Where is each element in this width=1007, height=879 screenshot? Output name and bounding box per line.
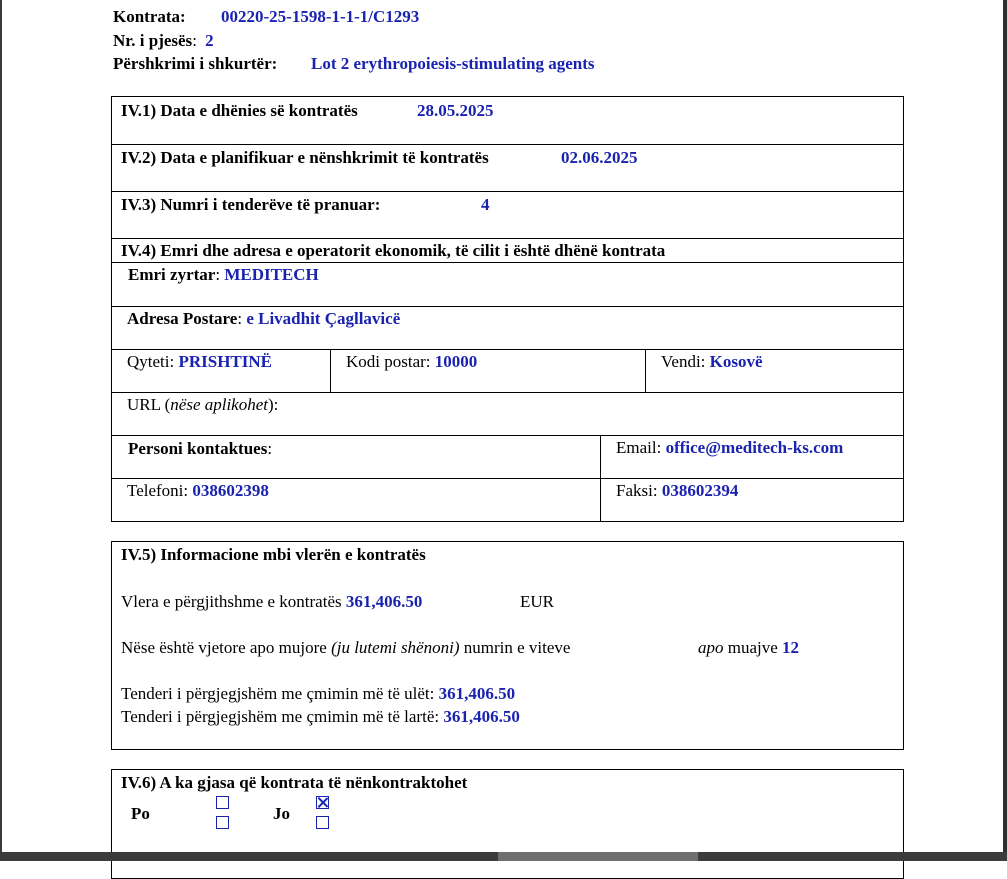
iv2-value: 02.06.2025	[561, 148, 638, 167]
ulet-label: Tenderi i përgjegjshëm me çmimin më të ulët:	[121, 684, 435, 703]
pjese-colon: :	[192, 31, 197, 50]
kodi-line	[346, 352, 477, 372]
viewer-right-edge	[1003, 0, 1007, 861]
pjese-value: 2	[205, 31, 214, 50]
iv1-label: IV.1) Data e dhënies së kontratës	[121, 101, 358, 120]
pjese-line	[113, 31, 214, 51]
divider	[112, 306, 903, 307]
divider	[112, 144, 903, 145]
telefoni-line	[127, 481, 269, 501]
divider	[600, 435, 601, 521]
po-label: Po	[131, 804, 150, 823]
iv4-label: IV.4) Emri dhe adresa e operatorit ekonomik, të cilit i është dhënë kontrata	[121, 241, 666, 260]
emri-line: Emri zyrtar: MEDITECH	[128, 265, 319, 284]
iv6-label: IV.6) A ka gjasa që kontrata të nënkontraktohet	[121, 773, 468, 792]
adresa-label: Adresa Postare	[127, 309, 238, 328]
personi-label: Personi kontaktues	[128, 439, 268, 458]
emri-label: Emri zyrtar	[128, 265, 216, 284]
larte-label: Tenderi i përgjegjshëm me çmimin më të lartë:	[121, 707, 440, 726]
vendi-line	[661, 352, 763, 372]
vendi-value: Kosovë	[709, 352, 763, 371]
scrollbar-thumb[interactable]	[498, 852, 698, 861]
po-checkbox[interactable]	[216, 816, 229, 829]
telefoni-label: Telefoni:	[127, 481, 189, 500]
jo-label: Jo	[273, 804, 290, 823]
pershkrimi-value: Lot 2 erythropoiesis-stimulating agents	[311, 54, 595, 73]
vjetore-line	[121, 638, 570, 658]
jo-checkbox[interactable]	[316, 816, 329, 829]
divider	[112, 478, 903, 479]
url-line	[127, 395, 278, 415]
po-checkbox-top[interactable]	[216, 796, 229, 809]
larte-value: 361,406.50	[443, 707, 520, 726]
personi-line	[128, 439, 272, 459]
kodi-label: Kodi postar:	[346, 352, 431, 371]
vendi-label: Vendi:	[661, 352, 706, 371]
vjetore-italic: (ju lutemi shënoni)	[331, 638, 460, 657]
iv3-label: IV.3) Numri i tenderëve të pranuar:	[121, 195, 381, 214]
adresa-line: Adresa Postare: e Livadhit Çagllavicë	[127, 309, 401, 328]
vjetore-label: Nëse është vjetore apo mujore	[121, 638, 327, 657]
email-value: office@meditech-ks.com	[665, 438, 844, 457]
personi-colon: :	[267, 439, 273, 458]
iv1-value: 28.05.2025	[417, 101, 494, 120]
iv2-label: IV.2) Data e planifikuar e nënshkrimit të kontratës	[121, 148, 489, 167]
pershkrimi-label: Përshkrimi i shkurtër:	[113, 54, 278, 73]
divider	[112, 392, 903, 393]
vlera-value: 361,406.50	[345, 592, 423, 611]
email-label: Email:	[616, 438, 662, 457]
divider	[112, 238, 903, 239]
viewer-left-edge	[0, 0, 2, 861]
muajve-value: 12	[782, 638, 800, 657]
kodi-value: 10000	[434, 352, 478, 371]
iv5-label: IV.5) Informacione mbi vlerën e kontratës	[121, 545, 426, 564]
pjese-label: Nr. i pjesës	[113, 31, 193, 50]
kontrata-value: 00220-25-1598-1-1-1/C1293	[221, 7, 420, 26]
apo-text: apo	[698, 638, 724, 657]
url-suffix: ):	[268, 395, 279, 414]
adresa-value: e Livadhit Çagllavicë	[246, 309, 401, 328]
vjetore-suffix: numrin e viteve	[463, 638, 571, 657]
faksi-label: Faksi:	[616, 481, 658, 500]
divider	[112, 349, 903, 350]
divider	[645, 349, 646, 392]
ulet-value: 361,406.50	[438, 684, 516, 703]
vlera-label: Vlera e përgjithshme e kontratës	[121, 592, 342, 611]
divider	[112, 262, 903, 263]
email-line	[616, 438, 843, 458]
faksi-value: 038602394	[661, 481, 739, 500]
faksi-line	[616, 481, 738, 501]
qyteti-label: Qyteti:	[127, 352, 175, 371]
iv3-value: 4	[481, 195, 490, 214]
larte-line	[121, 707, 520, 727]
jo-checkbox-checked[interactable]	[316, 796, 329, 809]
vlera-line	[121, 592, 422, 612]
divider	[112, 435, 903, 436]
divider	[112, 191, 903, 192]
muajve-label: muajve	[727, 638, 778, 657]
divider	[330, 349, 331, 392]
qyteti-value: PRISHTINË	[178, 352, 272, 371]
kontrata-label: Kontrata:	[113, 7, 186, 26]
emri-value: MEDITECH	[224, 265, 319, 284]
currency: EUR	[520, 592, 554, 611]
qyteti-line	[127, 352, 272, 372]
ulet-line	[121, 684, 515, 704]
telefoni-value: 038602398	[192, 481, 269, 500]
muajve-line	[698, 638, 799, 658]
url-italic: nëse aplikohet	[170, 395, 268, 414]
url-label: URL (	[127, 395, 171, 414]
